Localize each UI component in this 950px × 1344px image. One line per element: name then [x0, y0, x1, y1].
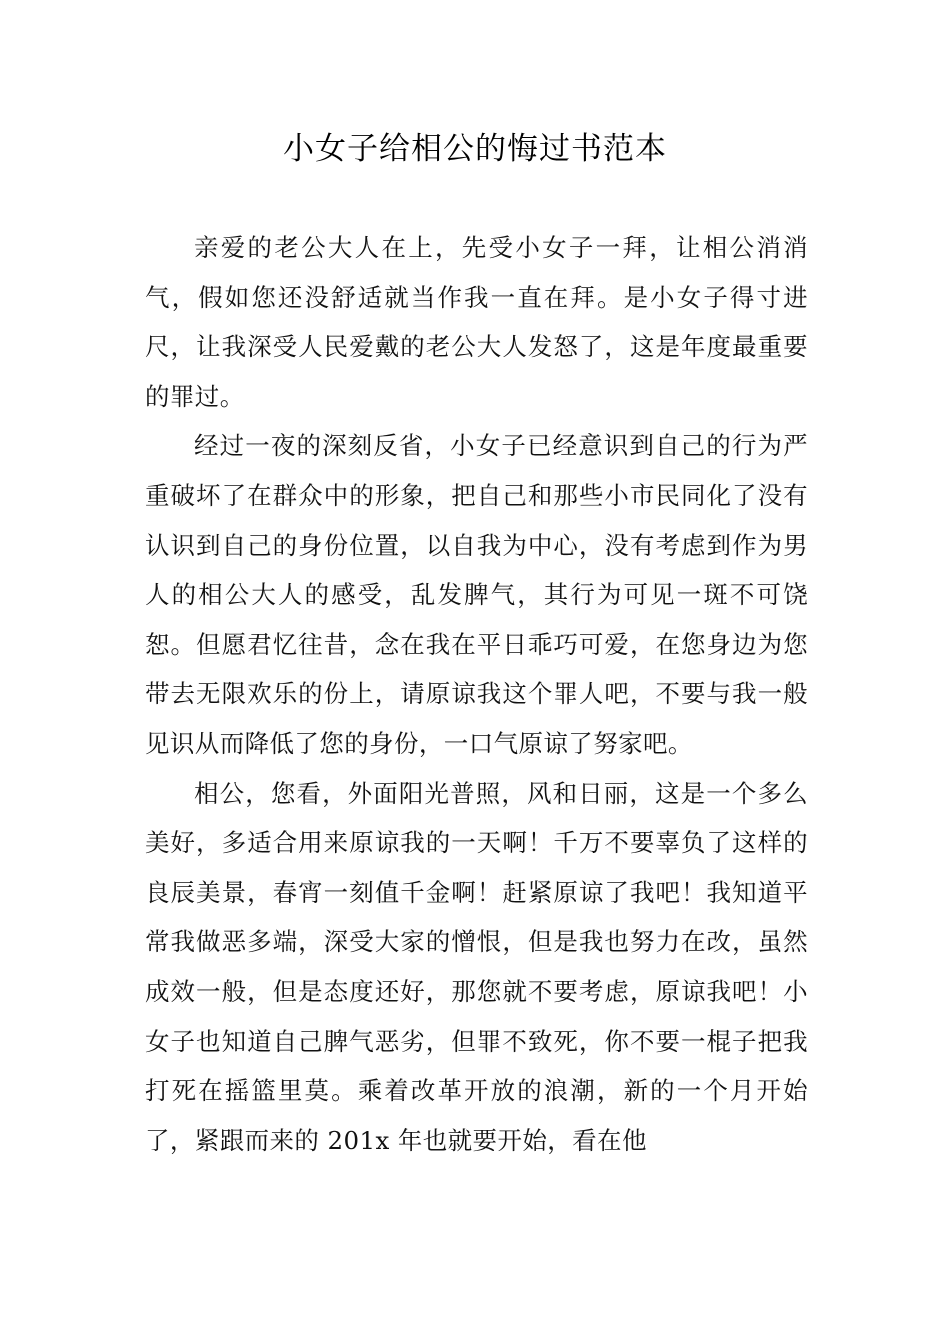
paragraph-1: 亲爱的老公大人在上，先受小女子一拜，让相公消消气，假如您还没舒适就当作我一直在拜。是小女子得寸进尺，让我深受人民爱戴的老公大人发怒了，这是年度最重要的罪过。 [145, 233, 808, 411]
paragraph-2: 经过一夜的深刻反省，小女子已经意识到自己的行为严重破坏了在群众中的形象，把自己和那些小市民同化了没有认识到自己的身份位置，以自我为中心，没有考虑到作为男人的相公大人的感受，乱发脾气，其行为可见一斑不可饶恕。但愿君忆往昔，念在我在平日乖巧可爱，在您身边为您带去无限欢乐的份上，请原谅我这个罪人吧，不要与我一般见识从而降低了您的身份，一口气原谅了努家吧。 [145, 431, 808, 758]
document-title: 小女子给相公的悔过书范本 [283, 131, 667, 167]
paragraph-3: 相公，您看，外面阳光普照，风和日丽，这是一个多么美好，多适合用来原谅我的一天啊！千万不要辜负了这样的良辰美景，春宵一刻值千金啊！赶紧原谅了我吧！我知道平常我做恶多端，深受大家的憎恨，但是我也努力在改，虽然成效一般，但是态度还好，那您就不要考虑，原谅我吧！小女子也知道自己脾气恶劣，但罪不致死，你不要一棍子把我打死在摇篮里莫。乘着改革开放的浪潮，新的一个月开始了，紧跟而来的 201x 年也就要开始，看在他 [145, 778, 808, 1155]
document-body [145, 223, 808, 1165]
